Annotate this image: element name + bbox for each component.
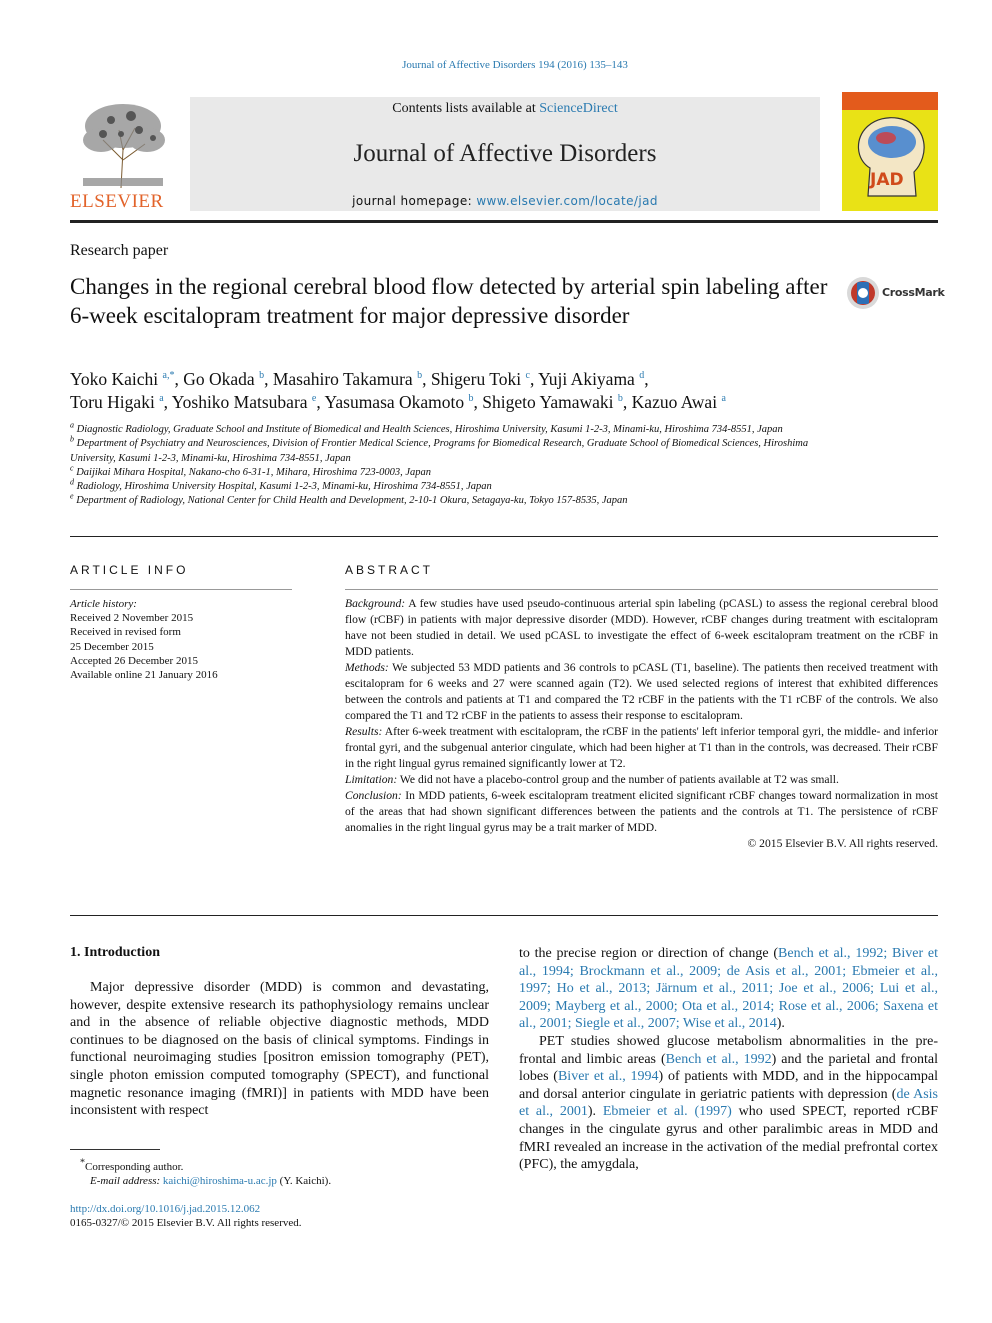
author[interactable]: Toru Higaki $^a$	[70, 392, 164, 412]
contents-prefix: Contents lists available at	[392, 101, 540, 116]
intro-right-column	[519, 945, 938, 1174]
abstract-conclusion: Conclusion: In MDD patients, 6-week escitalopram treatment elicited significant rCBF changes toward normalization in most of the areas that had shown significant differences between the patients and the controls at T1. The persistence of rCBF anomalies in the right lingual gyrus may be a trait marker of MDD.	[345, 789, 938, 834]
history-label: Article history:	[70, 598, 137, 610]
email-note: E-mail address: kaichi@hiroshima-u.ac.jp (Y. Kaichi).	[90, 1175, 332, 1187]
author[interactable]: Yoshiko Matsubara $^e$	[171, 392, 317, 412]
reference-link[interactable]: Bench et al., 1992	[665, 1051, 772, 1067]
intro-paragraph: Major depressive disorder (MDD) is common and devastating, however, despite extensive research its pathophysiology remains unclear and in the absence of reliable objective diagnostic methods, MDD continues to be diagnosed on the basis of clinical symptoms. Findings in functional neuroimaging studies [positron emission tomography (PET), single photon emission computed tomography (SPECT), and functional magnetic resonance imaging (fMRI)] in patients with MDD have been inconsistent with respect	[70, 980, 489, 1119]
abstract-heading: ABSTRACT	[345, 563, 434, 577]
corresponding-author-note: *Corresponding author.	[80, 1157, 184, 1173]
crossmark-icon	[846, 276, 880, 310]
journal-title[interactable]: Journal of Affective Disorders	[353, 140, 657, 167]
affiliations	[70, 420, 820, 509]
contents-line	[190, 101, 820, 117]
footnotes	[70, 1157, 500, 1188]
section-heading-introduction: 1. Introduction	[70, 945, 160, 960]
doi-block	[70, 1202, 500, 1230]
abstract-methods: Methods: We subjected 53 MDD patients and 36 controls to pCASL (T1, baseline). The patients then received treatment with escitalopram for 6 weeks and 27 were scanned again (T2). We used selected regions of interest that exhibited differences between the controls and patients at T1 and compared the T2 rCBF in the patients with the T1 rCBF of the controls. We also compared the T1 and T2 rCBF in the patients to assess their response to escitalopram.	[345, 661, 938, 722]
homepage-prefix: journal homepage:	[352, 194, 477, 208]
abstract-body	[345, 596, 938, 852]
author[interactable]: Shigeto Yamawaki $^b$	[482, 392, 623, 412]
history-item: 25 December 2015	[70, 640, 154, 653]
intro-left-column	[70, 979, 489, 1120]
history-item: Received in revised form	[70, 626, 181, 639]
journal-header-box	[190, 97, 820, 211]
affiliation-rule	[70, 536, 938, 537]
affiliation: $^b$ Department of Psychiatry and Neurosciences, Division of Frontier Medical Science, Programs for Biomedical Research, Graduate School of Biomedical Sciences, Hiroshima University, Kasumi 1-2-3, Minami-ku, Hiroshima 734-8551, Japan	[70, 434, 809, 464]
abstract-copyright: © 2015 Elsevier B.V. All rights reserved.	[747, 837, 938, 850]
footnote-rule	[70, 1149, 160, 1150]
author[interactable]: Yoko Kaichi $^{a,*}$	[70, 369, 175, 389]
cover-title: JAD	[870, 170, 904, 190]
elsevier-tree-icon	[73, 100, 173, 190]
abstract-bottom-rule	[70, 915, 938, 916]
issn-line: 0165-0327/© 2015 Elsevier B.V. All rights reserved.	[70, 1217, 302, 1229]
article-history	[70, 597, 292, 682]
author[interactable]: Shigeru Toki $^c$	[430, 369, 530, 389]
crossmark-badge[interactable]	[846, 276, 945, 310]
homepage-line	[190, 194, 820, 208]
abstract-background: Background: A few studies have used pseudo-continuous arterial spin labeling (pCASL) to assess the regional cerebral blood flow (rCBF) in patients with major depressive disorder (MDD). However, rCBF changes during treatment with escitalopram have not been studied in detail. We used pCASL to investigate the effect of 6-week escitalopram treatment on the rCBF in MDD patients.	[345, 597, 939, 658]
reference-link[interactable]: de Asis et al., 2001	[519, 1086, 938, 1120]
reference-link[interactable]: Ebmeier et al. (1997)	[602, 1104, 732, 1120]
author[interactable]: Kazuo Awai $^a$	[631, 392, 726, 412]
homepage-link[interactable]: www.elsevier.com/locate/jad	[476, 194, 658, 208]
sciencedirect-link[interactable]: ScienceDirect	[539, 101, 618, 116]
affiliation: $^e$ Department of Radiology, National Center for Child Health and Development, 2-10-1 Okura, Setagaya-ku, Tokyo 157-8535, Japan	[70, 491, 628, 507]
email-link[interactable]: kaichi@hiroshima-u.ac.jp	[162, 1175, 277, 1187]
history-item: Received 2 November 2015	[70, 612, 194, 625]
author[interactable]: Masahiro Takamura $^b$	[272, 369, 423, 389]
history-item: Accepted 26 December 2015	[70, 654, 198, 667]
author[interactable]: Yasumasa Okamoto $^b$	[324, 392, 474, 412]
journal-cover[interactable]	[842, 92, 938, 211]
publisher-name: ELSEVIER	[70, 191, 164, 212]
abstract-results: Results: After 6-week treatment with escitalopram, the rCBF in the patients' left inferior temporal gyri, the middle- and inferior frontal gyri, and the subgenual anterior cingulate, which had been higher at T1 than in the controls, was decreased. Their rCBF in the right lingual gyrus remained significantly lower at T2.	[345, 725, 938, 770]
author[interactable]: Go Okada $^b$	[183, 369, 265, 389]
reference-link[interactable]: Biver et al., 1994	[557, 1069, 659, 1085]
affiliation: $^a$ Diagnostic Radiology, Graduate School and Institute of Biomedical and Health Sciences, Hiroshima University, Kasumi 1-2-3, Minami-ku, Hiroshima 734-8551, Japan	[70, 420, 783, 435]
article-info-rule	[70, 589, 292, 590]
history-item: Available online 21 January 2016	[70, 669, 218, 682]
author[interactable]: Yuji Akiyama $^d$	[538, 369, 645, 389]
doi-link[interactable]: http://dx.doi.org/10.1016/j.jad.2015.12.062	[70, 1203, 261, 1215]
header-rule	[70, 220, 938, 223]
article-type: Research paper	[70, 242, 169, 259]
abstract-limitation: Limitation: We did not have a placebo-control group and the number of patients available at T2 was small.	[345, 773, 839, 786]
affiliation: $^c$ Daijikai Mihara Hospital, Nakano-cho 6-31-1, Mihara, Hiroshima 723-0003, Japan	[70, 463, 432, 478]
crossmark-label: CrossMark	[882, 286, 945, 299]
elsevier-logo	[70, 100, 182, 212]
abstract-rule	[345, 589, 938, 590]
reference-links[interactable]: Bench et al., 1992; Biver et al., 1994; Brockmann et al., 2009; de Asis et al., 2001; Ebmeier et al., 1997; Ho et al., 2013; Järnum et al., 2011; Joe et al., 2006; Lui et al., 2009; Mayberg et al., 2000; Ota et al., 2014; Rose et al., 2006; Saxena et al., 2001; Siegle et al., 2007; Wise et al., 2014	[519, 946, 938, 1032]
author-list: Yoko Kaichi $^{a,*}$, Go Okada $^b$, Masahiro Takamura $^b$, Shigeru Toki $^c$, Yuji Akiyama $^d$, Toru Higaki $^a$, Yoshiko Matsubara $^e$, Yasumasa Okamoto $^b$, Shigeto Yamawaki $^b$, Kazuo Awai $^a$	[70, 369, 726, 412]
article-title: Changes in the regional cerebral blood flow detected by arterial spin labeling after 6-week escitalopram treatment for major depressive disorder	[70, 274, 828, 328]
intro-paragraph-cont: to the precise region or direction of change (Bench et al., 1992; Biver et al., 1994; Brockmann et al., 2009; de Asis et al., 2001; Ebmeier et al., 1997; Ho et al., 2013; Järnum et al., 2011; Joe et al., 2006; Lui et al., 2009; Mayberg et al., 2000; Ota et al., 2014; Rose et al., 2006; Saxena et al., 2001; Siegle et al., 2007; Wise et al., 2014).	[519, 946, 938, 1032]
journal-citation[interactable]: Journal of Affective Disorders 194 (2016) 135–143	[402, 59, 628, 71]
affiliation: $^d$ Radiology, Hiroshima University Hospital, Kasumi 1-2-3, Minami-ku, Hiroshima 734-8551, Japan	[70, 477, 492, 493]
intro-paragraph-2: PET studies showed glucose metabolism abnormalities in the pre-frontal and limbic areas (Bench et al., 1992) and the parietal and frontal lobes (Biver et al., 1994) of patients with MDD, and in the hippocampal and dorsal anterior cingulate in geriatric patients with depression (de Asis et al., 2001). Ebmeier et al. (1997) who used SPECT, reported rCBF changes in the cingulate gyrus and other paralimbic areas in MDD and fMRI revealed an increase in the activation of the medial prefrontal cortex (PFC), the amygdala,	[519, 1033, 939, 1173]
article-info-heading: ARTICLE INFO	[70, 563, 189, 577]
